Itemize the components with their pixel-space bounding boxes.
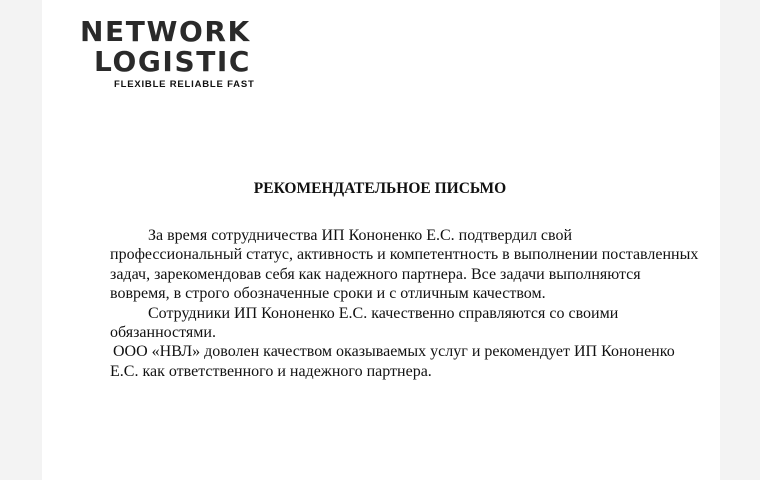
body-line: За время сотрудничества ИП Кононенко Е.С. подтвердил свой	[148, 227, 573, 244]
body-line: Е.С. как ответственного и надежного партнера.	[110, 362, 432, 380]
letter-title: РЕКОМЕНДАТЕЛЬНОЕ ПИСЬМО	[253, 180, 507, 197]
logo-line-network: NETWORK	[80, 15, 251, 48]
body-line: ООО «НВЛ» доволен качеством оказываемых услуг и рекомендует ИП Кононенко	[113, 343, 675, 361]
letter-body	[110, 226, 720, 381]
body-line: Сотрудники ИП Кононенко Е.С. качественно справляются со своими	[148, 304, 619, 322]
body-line: вовремя, в строго обозначенные сроки и с отличным качеством.	[110, 285, 546, 303]
logo-line-logistic: LOGISTIC	[94, 45, 252, 78]
body-line: обязанностями.	[110, 324, 216, 342]
body-line: задач, зарекомендовав себя как надежного партнера. Все задачи выполняются	[110, 265, 641, 283]
logo-tagline: FLEXIBLE RELIABLE FAST	[114, 79, 255, 90]
body-line: профессиональный статус, активность и компетентность в выполнении поставленных	[110, 246, 699, 264]
company-logo	[80, 15, 310, 93]
